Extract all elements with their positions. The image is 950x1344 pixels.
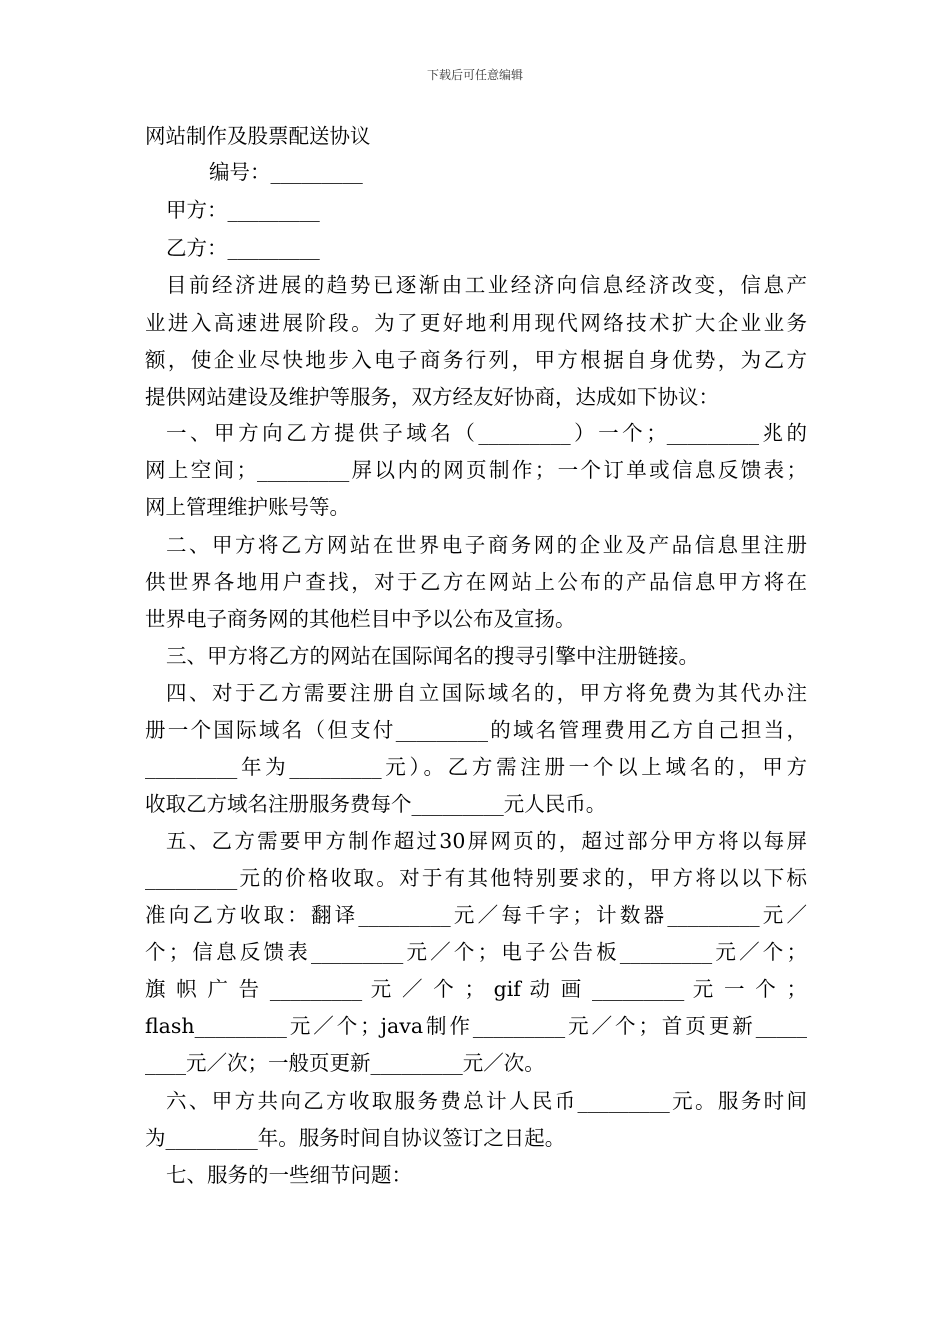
clause-5-line: _________元的价格收取。对于有其他特别要求的，甲方将以以下标 — [145, 866, 807, 890]
paragraph-line: 额，使企业尽快地步入电子商务行列，甲方根据自身优势，为乙方 — [145, 348, 807, 372]
party-a: 甲方：_________ — [166, 198, 320, 222]
clause-6-line: 为_________年。服务时间自协议签订之日起。 — [145, 1126, 566, 1150]
contract-number: 编号：_________ — [209, 160, 363, 184]
clause-5-line: 五、乙方需要甲方制作超过30屏网页的，超过部分甲方将以每屏 — [166, 829, 807, 853]
clause-1-line: 网上空间；_________屏以内的网页制作；一个订单或信息反馈表； — [145, 458, 807, 482]
clause-4-line: 册一个国际域名（但支付_________的域名管理费用乙方自己担当， — [145, 718, 807, 742]
clause-4-line: 四、对于乙方需要注册自立国际域名的，甲方将免费为其代办注 — [166, 681, 807, 705]
clause-6-line: 六、甲方共向乙方收取服务费总计人民币_________元。服务时间 — [166, 1089, 807, 1113]
clause-2-line: 世界电子商务网的其他栏目中予以公布及宣扬。 — [145, 607, 576, 631]
clause-2-line: 供世界各地用户查找，对于乙方在网站上公布的产品信息甲方将在 — [145, 570, 807, 594]
clause-5-line: 旗 帜 广 告 _________ 元 ／ 个 ； gif 动 画 _________ 元 一 个 ； — [145, 977, 807, 1001]
clause-5-line: 个；信息反馈表_________元／个；电子公告板_________元／个； — [145, 940, 807, 964]
paragraph-line: 提供网站建设及维护等服务，双方经友好协商，达成如下协议： — [145, 385, 719, 409]
paragraph-line: 业进入高速进展阶段。为了更好地利用现代网络技术扩大企业业务 — [145, 311, 807, 335]
clause-4-line: 收取乙方域名注册服务费每个_________元人民币。 — [145, 792, 607, 816]
clause-4-line: _________年为_________元）。乙方需注册一个以上域名的，甲方 — [145, 755, 807, 779]
party-b: 乙方：_________ — [166, 236, 320, 260]
clause-5-line: flash_________元／个；java制作_________元／个；首页更新_____ — [145, 1014, 807, 1038]
clause-7-line: 七、服务的一些细节问题： — [166, 1163, 412, 1187]
page-header-note: 下载后可任意编辑 — [426, 68, 523, 82]
clause-5-line: ____元／次；一般页更新_________元／次。 — [145, 1051, 545, 1075]
clause-2-line: 二、甲方将乙方网站在世界电子商务网的企业及产品信息里注册 — [166, 533, 807, 557]
clause-1-line: 一、甲方向乙方提供子域名（_________）一个；_________兆的 — [166, 421, 807, 445]
document-title: 网站制作及股票配送协议 — [145, 124, 371, 148]
clause-5-line: 准向乙方收取：翻译_________元／每千字；计数器_________元／ — [145, 903, 807, 927]
clause-3-line: 三、甲方将乙方的网站在国际闻名的搜寻引擎中注册链接。 — [166, 644, 699, 668]
paragraph-line: 目前经济进展的趋势已逐渐由工业经济向信息经济改变，信息产 — [166, 273, 807, 297]
clause-1-line: 网上管理维护账号等。 — [145, 495, 350, 519]
